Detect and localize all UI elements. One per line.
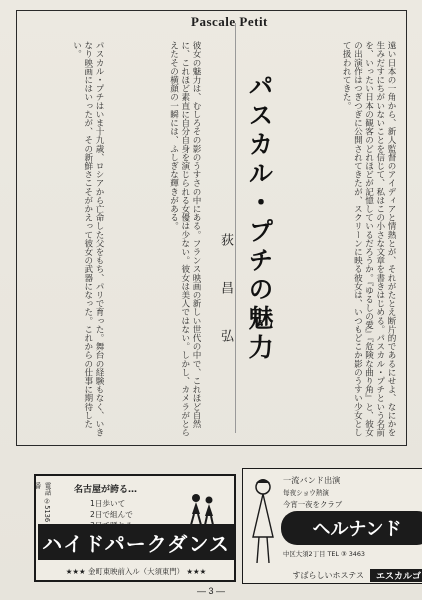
article-column-middle: 彼女の魅力は、むしろその影のうすさの中にある。フランス映画の新しい世代の中で、これほど自然に、これほど素直に自分自身を演じられる女優は少ない。彼女は美人ではない。しかし、カメラがとらえたその横顔の一瞬には、ふしぎな輝きがある。	[168, 41, 201, 437]
article-frame	[16, 10, 407, 446]
ad-left-slogan-1: 1日歩いて	[90, 499, 126, 508]
article-author: 荻 昌 弘	[218, 233, 233, 352]
dancers-icon	[182, 492, 222, 528]
ad-right-bottom-bar	[243, 568, 422, 582]
ad-right-brand-banner: ヘルナンド	[281, 511, 422, 545]
header-title: Pascale Petit	[191, 14, 268, 29]
header-title-tab	[183, 11, 276, 33]
article-title: パスカル・プチの魅力	[245, 73, 274, 363]
article-column-right: 遠い日本の一角から、新人監督のアイディアと情熱とが、それがたとえ断片的であるにせよ、なにかを生みだすにちがいないことを信じて、私はこの小さな文章を書きはじめる。パスカル・プチという名前を、いったい日本の観客のどれほどが記憶しているだろうか。『ゆるしの愛』『危険な曲り角』と、彼女の出演作はつぎつぎに公開されてきたが、スクリーンに映る彼女は、いつもどこか影のうすい少女として扱われてきた。	[341, 41, 396, 437]
ad-left-vertical-note: 電話 ②5136番	[33, 482, 51, 523]
ad-hyde-park-dance	[34, 474, 236, 582]
ad-left-address: ★★★ 金町東映前入ル（大須東門） ★★★	[65, 567, 207, 576]
ad-right-subline-2: 今宵一夜をクラブ	[283, 500, 343, 509]
page-number: — 3 —	[196, 586, 225, 596]
woman-figure-icon	[247, 477, 279, 567]
ad-hernando-club	[242, 468, 422, 584]
ad-left-slogan-2: 2日で組んで	[90, 510, 133, 519]
ad-right-subline: 每夜ショウ熱演	[283, 489, 330, 497]
ad-right-bottom-brand: エスカルゴ	[370, 569, 422, 582]
ad-right-info: 中区大須2丁目 TEL ③ 3463	[283, 550, 365, 558]
article-column-left: パスカル・プチはいま十九歳、ロシアから亡命した父をもち、パリで育った。舞台の経験もなく、いきなり映画にはいったが、その新鮮さこそがかえって彼女の武器になった。これからの仕事に期待したい。	[71, 41, 104, 437]
ad-right-topline: 一流バンド出演	[283, 475, 341, 485]
ad-left-topline: 名古屋が誇る…	[74, 485, 138, 495]
ad-right-bottom-label: すばらしいホステス	[292, 570, 364, 580]
column-divider	[235, 23, 236, 433]
ad-left-brand-banner: ハイドパークダンス	[38, 524, 234, 560]
advertisement-section	[16, 456, 421, 582]
